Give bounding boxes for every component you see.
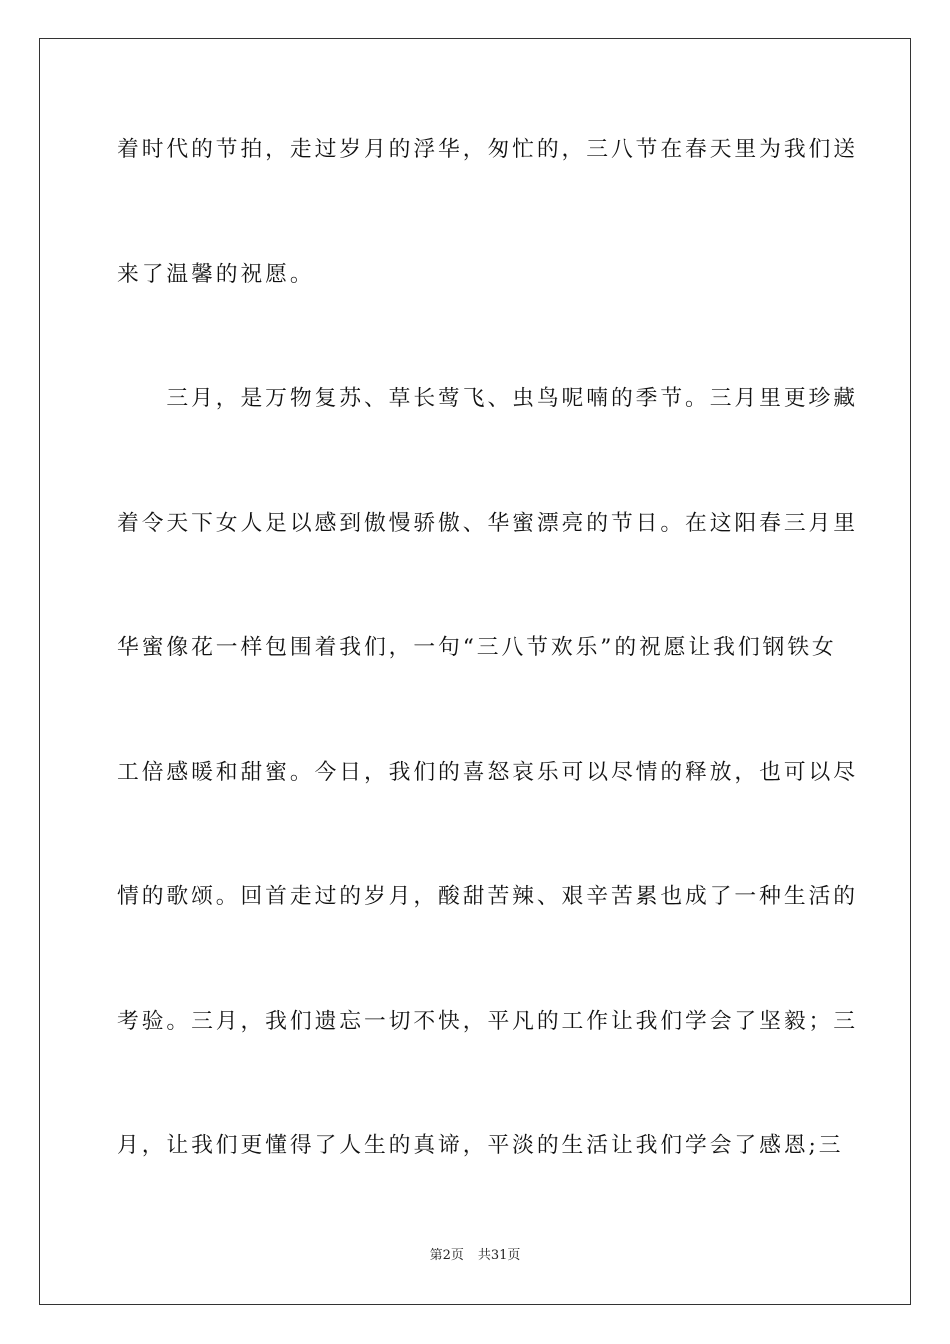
text-line: 考验。三月，我们遗忘一切不快，平凡的工作让我们学会了坚毅；三 [117, 1008, 858, 1034]
text-line: 着令天下女人足以感到傲慢骄傲、华蜜漂亮的节日。在这阳春三月里 [117, 510, 858, 536]
text-line: 情的歌颂。回首走过的岁月，酸甜苦辣、艰辛苦累也成了一种生活的 [117, 884, 858, 909]
text-line: 月，让我们更懂得了人生的真谛，平淡的生活让我们学会了感恩;三 [117, 1133, 844, 1158]
total-pages: 共31页 [477, 1248, 521, 1263]
text-line: 着时代的节拍，走过岁月的浮华，匆忙的，三八节在春天里为我们送 [117, 137, 858, 162]
page-footer [0, 1248, 950, 1264]
document-body [117, 120, 858, 1241]
text-line: 华蜜像花一样包围着我们，一句“三八节欢乐”的祝愿让我们钢铁女 [117, 635, 837, 660]
text-line: 三月，是万物复苏、草长莺飞、虫鸟呢喃的季节。三月里更珍藏 [117, 386, 858, 411]
text-line: 工倍感暖和甜蜜。今日，我们的喜怒哀乐可以尽情的释放，也可以尽 [117, 759, 858, 785]
text-line: 来了温馨的祝愿。 [117, 261, 315, 287]
page-number: 第2页 [429, 1248, 464, 1263]
